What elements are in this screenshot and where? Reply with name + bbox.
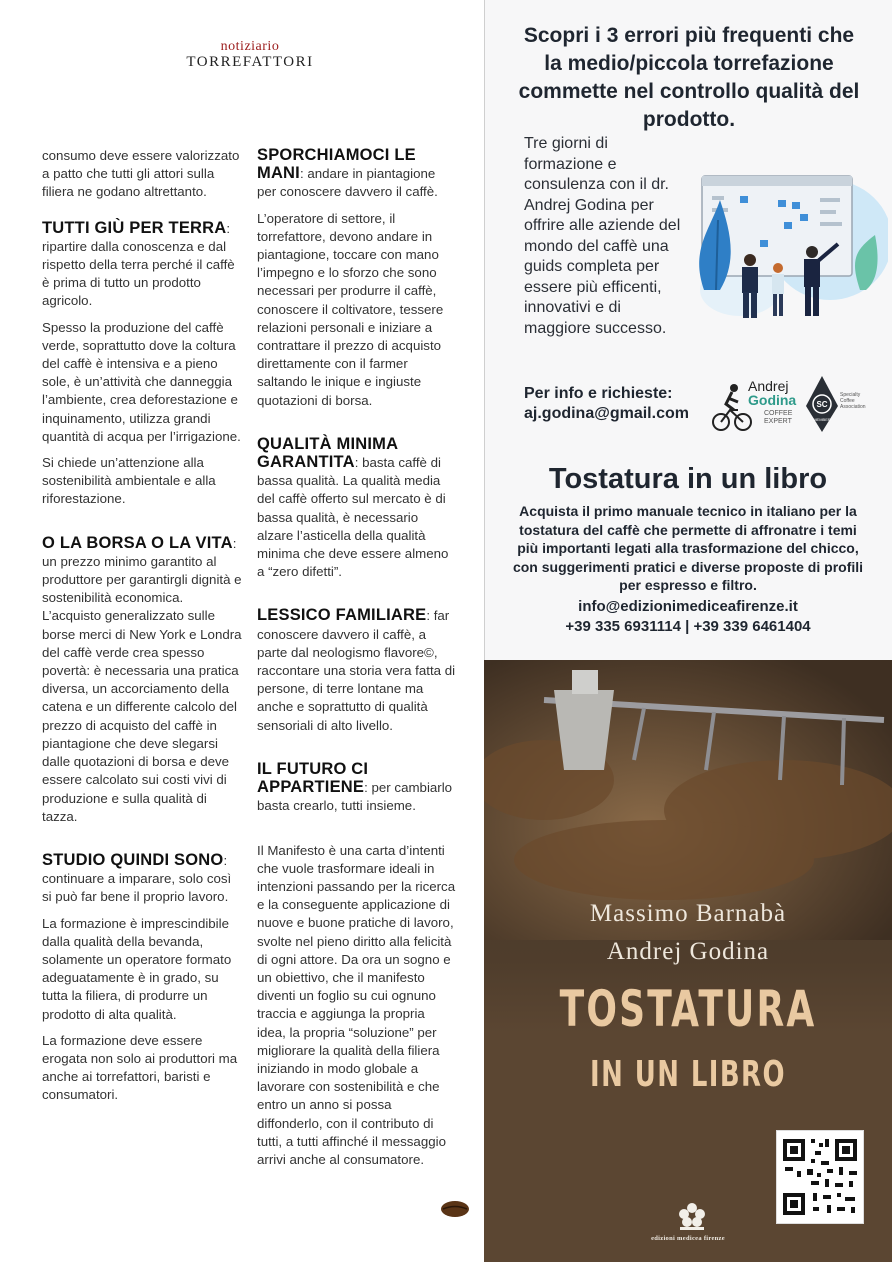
logo-name-last: Godina: [748, 392, 797, 408]
andrej-godina-logo: [712, 376, 802, 436]
section-heading: LESSICO FAMILIARE: [257, 606, 427, 625]
intro-paragraph: consumo deve essere valorizzato a patto che tutti gli attori sulla filiera ne godano altrettanto.: [42, 148, 240, 200]
manifesto-paragraph: Il Manifesto è una carta d’intenti che vuole trasformare ideali in intenzioni passando per la ricerca e la conseguente applicazione di nuove e buone pratiche di lavoro, svolte nel pieno diritto alla felicità di ogni attore. Da ora un sogno e un obiettivo, che il manifesto diventi un foglio su cui ognuno traccia e aggiunga la propria idea, la propria “soluzione” per migliorare la qualità della filiera iniziando in modo globale a lavorare con sostenibilità e che entro un anno si possa diffonderlo, con il contributo di tutti, a tutti affinché il messaggio arrivi anche al consumatore.: [257, 842, 456, 1167]
book-author-2: Andrej Godina: [606, 938, 770, 965]
ad-training-title: Scopri i 3 errori più frequenti che la medio/piccola torrefazione commette nel controllo qualità del prodotto.: [518, 24, 860, 131]
section-studio-quindi-sono: [42, 852, 242, 907]
section-lead: : far conoscere davvero il caffè, a parte dal neologismo flavore©, raccontare una storia vera fatta di persone, di terre lontane ma anche e soprattutto di qualità sensoriali di alto livello.: [257, 608, 456, 733]
ad-training-body: Tre giorni di formazione e consulenza con il dr. Andrej Godina per offrire alle aziende del mondo del caffè una guids completa per essere più efficenti, innovativi e di maggiore successo.: [524, 135, 681, 337]
article-column-right: [257, 147, 457, 1177]
article-column-left: [42, 147, 242, 1113]
logo-name-first: Andrej: [748, 378, 789, 394]
publisher-name: edizioni medicea firenze: [651, 1235, 725, 1242]
sca-member-text: MEMBER: [813, 417, 831, 422]
section-tutti-giu-per-terra: [42, 220, 242, 311]
masthead-line1: notiziario: [220, 39, 280, 54]
ad-training-info: [524, 384, 714, 424]
sca-label: Specialty Coffee Association: [840, 392, 866, 410]
svg-text:SC: SC: [816, 400, 828, 409]
section-heading: O LA BORSA O LA VITA: [42, 533, 233, 552]
book-cover: [484, 660, 892, 1262]
section-lead: : andare in piantagione per conoscere davvero il caffè.: [257, 166, 438, 200]
coffee-roaster-image: [484, 660, 892, 940]
publisher-logo-icon: [674, 1200, 710, 1232]
book-author-1: Massimo Barnabà: [589, 900, 787, 927]
ad-book-contact: [484, 597, 892, 637]
section-lead: : per cambiarlo basta crearlo, tutti insieme.: [257, 780, 453, 814]
cyclist-icon: [712, 380, 752, 432]
sca-badge-icon: [804, 374, 840, 434]
book-phones: +39 335 6931114 | +39 339 6461404: [565, 618, 811, 635]
paragraph: La formazione è imprescindibile dalla qualità della bevanda, solamente un operatore formato adeguatamente è in grado, su tutta la filiera, di produrre un prodotto di alta qualità.: [42, 915, 232, 1022]
section-lead: : ripartire dalla conoscenza e dal rispetto della terra perché il caffè è prima di tutto un prodotto agricolo.: [42, 220, 235, 309]
paragraph: La formazione deve essere erogata non solo ai produttori ma anche ai torrefattori, baristi e consumatori.: [42, 1032, 238, 1103]
book-email[interactable]: info@edizionimediceafirenze.it: [578, 598, 798, 615]
masthead: [150, 40, 350, 70]
paragraph: Spesso la produzione del caffè verde, soprattutto dove la coltura del caffè è intensiva e a pieno sole, è un’attività che danneggia l’ambiente, crea deforestazione e inquinamento, utilizza grandi quantità di acqua per l’irrigazione.: [42, 319, 241, 444]
section-heading: IL FUTURO CI APPARTIENE: [257, 759, 369, 797]
section-heading: SPORCHIAMOCI LE MANI: [257, 146, 416, 183]
book-title-line1: TOSTATURA: [559, 980, 817, 1038]
contact-email[interactable]: aj.godina@gmail.com: [524, 405, 689, 422]
sca-member-logo: [804, 374, 864, 434]
section-lessico-familiare: [257, 607, 457, 734]
coffee-bean-icon: [440, 1200, 470, 1218]
ad-book-title: Tostatura in un libro: [548, 463, 828, 495]
info-label: Per info e richieste:: [524, 385, 673, 402]
business-team-illustration: [680, 140, 888, 330]
section-il-futuro: [257, 761, 457, 816]
section-heading: STUDIO QUINDI SONO: [42, 850, 224, 869]
masthead-line2: TORREFATTORI: [186, 54, 314, 70]
qr-code-icon: [777, 1131, 863, 1223]
book-title-line2: IN UN LIBRO: [590, 1054, 786, 1095]
section-sporchiamoci-le-mani: [257, 147, 457, 202]
section-qualita-minima: [257, 436, 457, 582]
ad-book-body: Acquista il primo manuale tecnico in italiano per la tostatura del caffè che permette di affronatre i temi più importanti legati alla trasformazione del chicco, con suggerimenti pratici e diverse proposte di profili per espresso e filtro.: [512, 503, 864, 593]
logo-subtitle: COFFEE EXPERT: [764, 410, 793, 425]
section-lead: : continuare a imparare, solo così si può far bene il proprio lavoro.: [42, 852, 232, 905]
paragraph: Si chiede un’attenzione alla sostenibilità ambientale e alla riforestazione.: [42, 455, 216, 507]
paragraph: L’operatore di settore, il torrefattore, devono andare in piantagione, toccare con mano l’impegno e lo sforzo che sono necessari per produrre il caffè, conoscere il coltivatore, tessere relazioni personali e iniziare a contrattare il prezzo di acquisto direttamente con il farmer saltando le inique e ingiuste quotazioni di borsa.: [257, 210, 444, 408]
qr-code[interactable]: [776, 1130, 864, 1224]
section-heading: TUTTI GIÙ PER TERRA: [42, 218, 227, 237]
section-heading: QUALITÀ MINIMA GARANTITA: [257, 434, 398, 472]
section-lead: : un prezzo minimo garantito al produttore per garantirgli dignità e sostenibilità economica. L’acquisto generalizzato sulle borse merci di New York e Londra del caffè verde crea spesso povertà: è necessaria una pratica diversa, un accorciamento della catena e un differente calcolo del prezzo di acquisto del caffè in piantagione che deve slegarsi dalle quotazioni di borsa e deve essere calcolato sui costi vivi di produzione e sulla qualità di tazza.: [42, 535, 242, 824]
section-o-la-borsa: [42, 535, 242, 826]
section-lead: : basta caffè di bassa qualità. La qualità media del caffè offerto sul mercato è di bassa qualità, è necessario alzare l’asticella della qualità minima che deve essere almeno a “zero difetti”.: [257, 455, 449, 580]
